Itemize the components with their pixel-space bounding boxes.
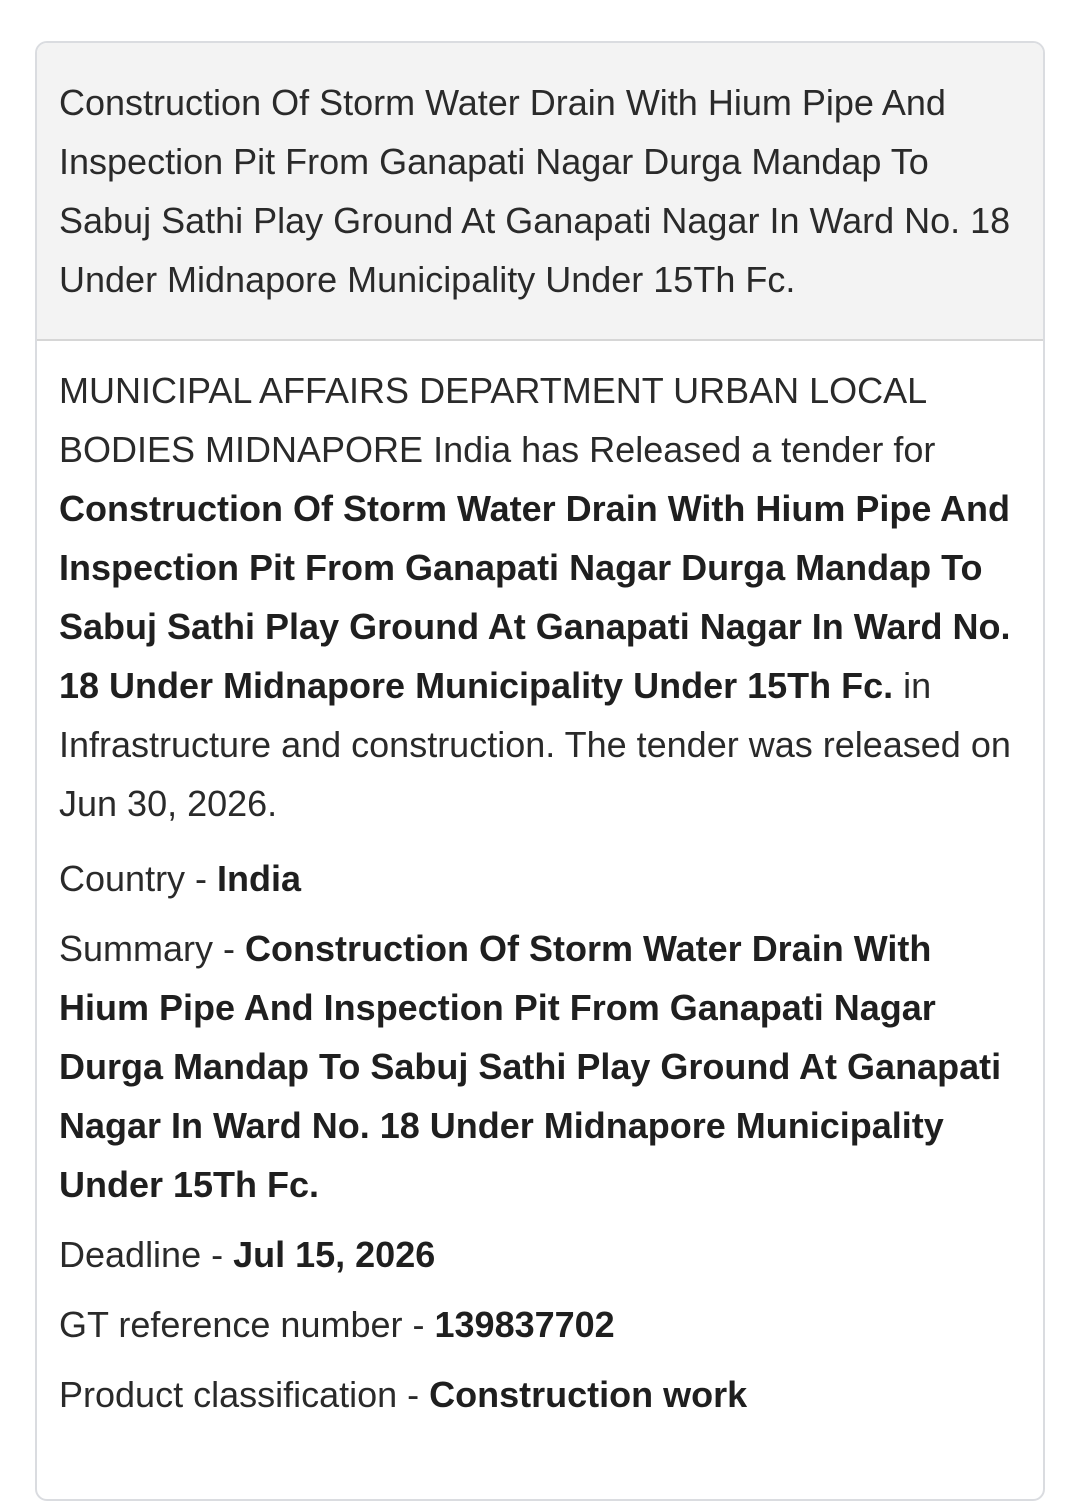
tender-description-suffix: in Infrastructure and construction. The tender was released on Jun 30, 2026.: [59, 665, 1011, 824]
tender-description-prefix: MUNICIPAL AFFAIRS DEPARTMENT URBAN LOCAL BODIES MIDNAPORE India has Released a tender for: [59, 370, 936, 470]
tender-description-title: Construction Of Storm Water Drain With Hium Pipe And Inspection Pit From Ganapati Nagar Durga Mandap To Sabuj Sathi Play Ground At Ganapati Nagar In Ward No. 18 Under Midnapore Municipality Under 15Th Fc.: [59, 488, 1011, 706]
tender-card-body: [37, 341, 1043, 1424]
deadline-label: Deadline -: [59, 1234, 234, 1275]
product-classification-field: [59, 1365, 1021, 1424]
tender-description: [59, 361, 1021, 833]
gt-reference-value: 139837702: [434, 1304, 615, 1345]
product-classification-value: Construction work: [429, 1374, 748, 1415]
gt-reference-field: [59, 1295, 1021, 1354]
product-classification-label: Product classification -: [59, 1374, 430, 1415]
deadline-value: Jul 15, 2026: [233, 1234, 436, 1275]
gt-reference-label: GT reference number -: [59, 1304, 435, 1345]
country-value: India: [217, 858, 302, 899]
summary-label: Summary -: [59, 928, 246, 969]
deadline-field: [59, 1225, 1021, 1284]
tender-card: [35, 41, 1045, 1501]
country-field: [59, 849, 1021, 908]
country-label: Country -: [59, 858, 218, 899]
summary-value: Construction Of Storm Water Drain With Hium Pipe And Inspection Pit From Ganapati Nagar Durga Mandap To Sabuj Sathi Play Ground At Ganapati Nagar In Ward No. 18 Under Midnapore Municipality Under 15Th Fc.: [59, 928, 1002, 1205]
summary-field: [59, 919, 1021, 1214]
tender-title: Construction Of Storm Water Drain With Hium Pipe And Inspection Pit From Ganapati Nagar Durga Mandap To Sabuj Sathi Play Ground At Ganapati Nagar In Ward No. 18 Under Midnapore Municipality Under 15Th Fc.: [59, 82, 1011, 300]
tender-card-header: [37, 43, 1043, 341]
